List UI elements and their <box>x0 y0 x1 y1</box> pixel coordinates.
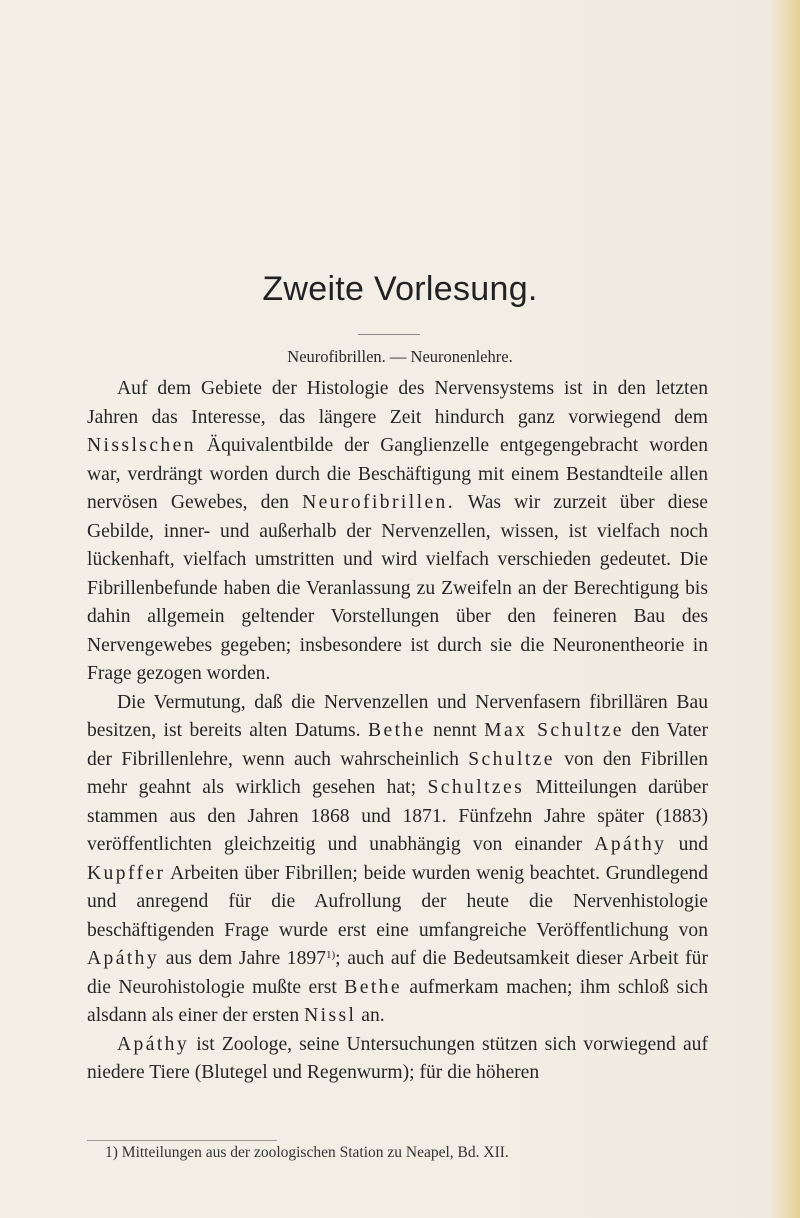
spaced-name: Schultzes <box>427 777 525 798</box>
chapter-subtitle: Neurofibrillen. — Neuronenlehre. <box>287 347 513 366</box>
footnote: 1) Mitteilungen aus der zoologischen Station zu Neapel, Bd. XII. <box>105 1144 509 1161</box>
spaced-name: Bethe <box>344 976 402 998</box>
spaced-name: Apáthy <box>87 948 160 969</box>
text-run: Äquivalentbilde der Ganglienzelle entgegengebracht worden war, verdrängt worden durch die Beschäftigung mit einem Bestandteile allen nervösen Gewebes, den <box>87 435 708 513</box>
spaced-name: Apáthy <box>117 1033 190 1055</box>
spaced-name: Max Schultze <box>484 720 624 741</box>
paragraph <box>87 375 708 689</box>
text-run: Die Vermutung, daß die Nervenzellen und Nervenfasern fibrillären Bau besitzen, ist bereits alten Datums. <box>87 691 708 741</box>
spaced-name: Nisslschen <box>87 435 196 456</box>
spaced-name: Kupffer <box>87 862 166 884</box>
text-run: nennt <box>425 720 485 741</box>
text-run: Mitteilungen darüber stammen aus den Jahren 1868 und 1871. Fünfzehn Jahre später (1883) veröffentlichten gleichzeitig und unabhängig von einander <box>87 777 708 855</box>
title-rule <box>358 334 420 335</box>
text-run: an. <box>356 1005 385 1026</box>
paragraph <box>87 1031 708 1088</box>
text-run: Was wir zurzeit über diese Gebilde, inner- und außerhalb der Nervenzellen, wissen, ist vielfach noch lückenhaft, vielfach umstritten und wird vielfach verschieden gedeutet. Die Fibrillenbefunde haben die Veranlassung zu Zweifeln an der Berechtigung bis dahin allgemein geltender Vorstellungen über den feineren Bau des Nervengewebes gegeben; insbesondere ist durch sie die Neuronentheorie in Frage gezogen worden. <box>87 492 708 684</box>
spaced-name: Bethe <box>368 720 426 741</box>
spaced-name: Neurofibrillen. <box>302 492 456 513</box>
text-run: Arbeiten über Fibrillen; beide wurden wenig beachtet. Grundlegend und anregend für die Aufrollung der heute die Nervenhistologie beschäftigenden Frage wurde erst eine umfangreiche Veröffentlichung von <box>87 862 708 941</box>
chapter-title: Zweite Vorlesung. <box>262 270 538 308</box>
text-run: aufmerkam machen; ihm schloß sich alsdann als einer der ersten <box>87 976 709 1026</box>
text-run: ist Zoologe, seine Untersuchungen stützen sich vorwiegend auf niedere Tiere (Blutegel und Regenwurm); für die höheren <box>87 1033 708 1083</box>
footnote-rule <box>87 1140 277 1141</box>
text-run: ; auch auf die Bedeutsamkeit dieser Arbeit für die Neurohistologie mußte erst <box>87 948 708 998</box>
footnote-marker: 1) <box>325 949 336 961</box>
text-run: von den Fibrillen mehr geahnt als wirklich gesehen hat; <box>87 748 708 798</box>
spaced-name: Schultze <box>468 748 555 770</box>
text-run: den Vater der Fibrillenlehre, wenn auch wahrscheinlich <box>87 720 708 770</box>
paragraph <box>87 689 708 1031</box>
text-run: aus dem Jahre 1897 <box>159 948 326 969</box>
text-run: und <box>666 834 708 855</box>
text-run: Auf dem Gebiete der Histologie des Nervensystems ist in den letzten Jahren das Interesse, das längere Zeit hindurch ganz vorwiegend dem <box>87 378 708 428</box>
spaced-name: Apáthy <box>594 834 667 855</box>
spaced-name: Nissl <box>304 1005 357 1026</box>
body-text <box>87 375 708 1088</box>
